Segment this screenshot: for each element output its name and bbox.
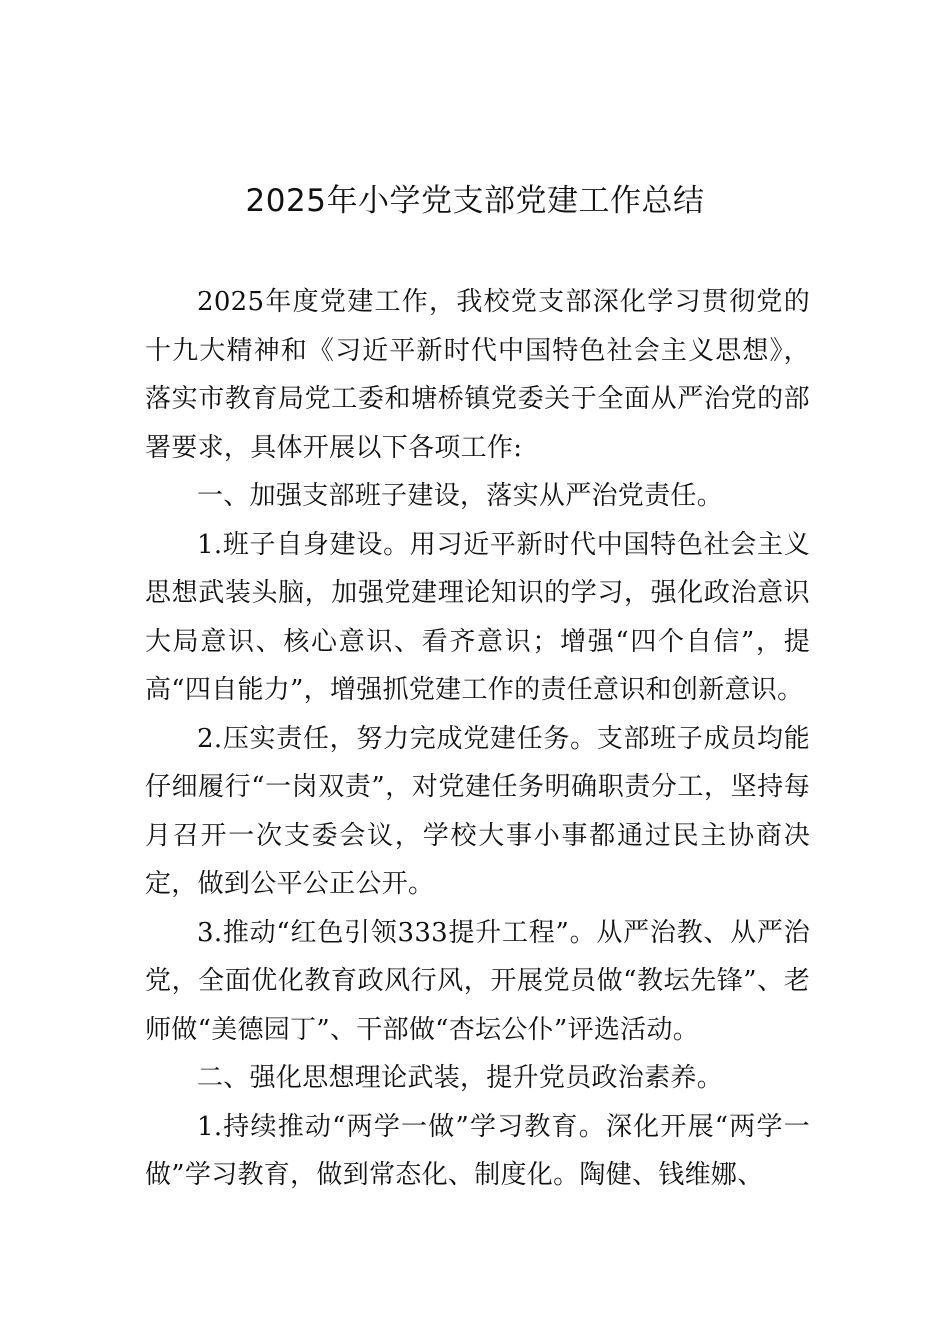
section-heading-1: 一、加强支部班子建设，落实从严治党责任。 — [197, 481, 724, 511]
document-body — [145, 278, 810, 1200]
intro-paragraph: 2025年度党建工作，我校党支部深化学习贯彻党的十九大精神和《习近平新时代中国特色社会主义思想》，落实市教育局党工委和塘桥镇党委关于全面从严治党的部署要求，具体开展以下各项工作: — [145, 287, 810, 463]
paragraph-2-1: 1.持续推动“两学一做”学习教育。深化开展“两学一做”学习教育，做到常态化、制度化。陶健、钱维娜、 — [145, 1111, 810, 1190]
paragraph-1-1: 1.班子自身建设。用习近平新时代中国特色社会主义思想武装头脑，加强党建理论知识的学习，强化政治意识大局意识、核心意识、看齐意识；增强“四个自信”，提高“四自能力”，增强抓党建工作的责任意识和创新意识。 — [145, 529, 810, 705]
paragraph-1-3: 3.推动“红色引领333提升工程”。从严治教、从严治党，全面优化教育政风行风，开展党员做“教坛先锋”、老师做“美德园丁”、干部做“杏坛公仆”评选活动。 — [145, 917, 810, 1045]
paragraph-1-2: 2.压实责任，努力完成党建任务。支部班子成员均能仔细履行“一岗双责”，对党建任务明确职责分工，坚持每月召开一次支委会议，学校大事小事都通过民主协商决定，做到公平公正公开。 — [145, 723, 810, 899]
document-title: 2025年小学党支部党建工作总结 — [245, 183, 705, 219]
section-heading-2: 二、强化思想理论武装，提升党员政治素养。 — [197, 1063, 724, 1093]
